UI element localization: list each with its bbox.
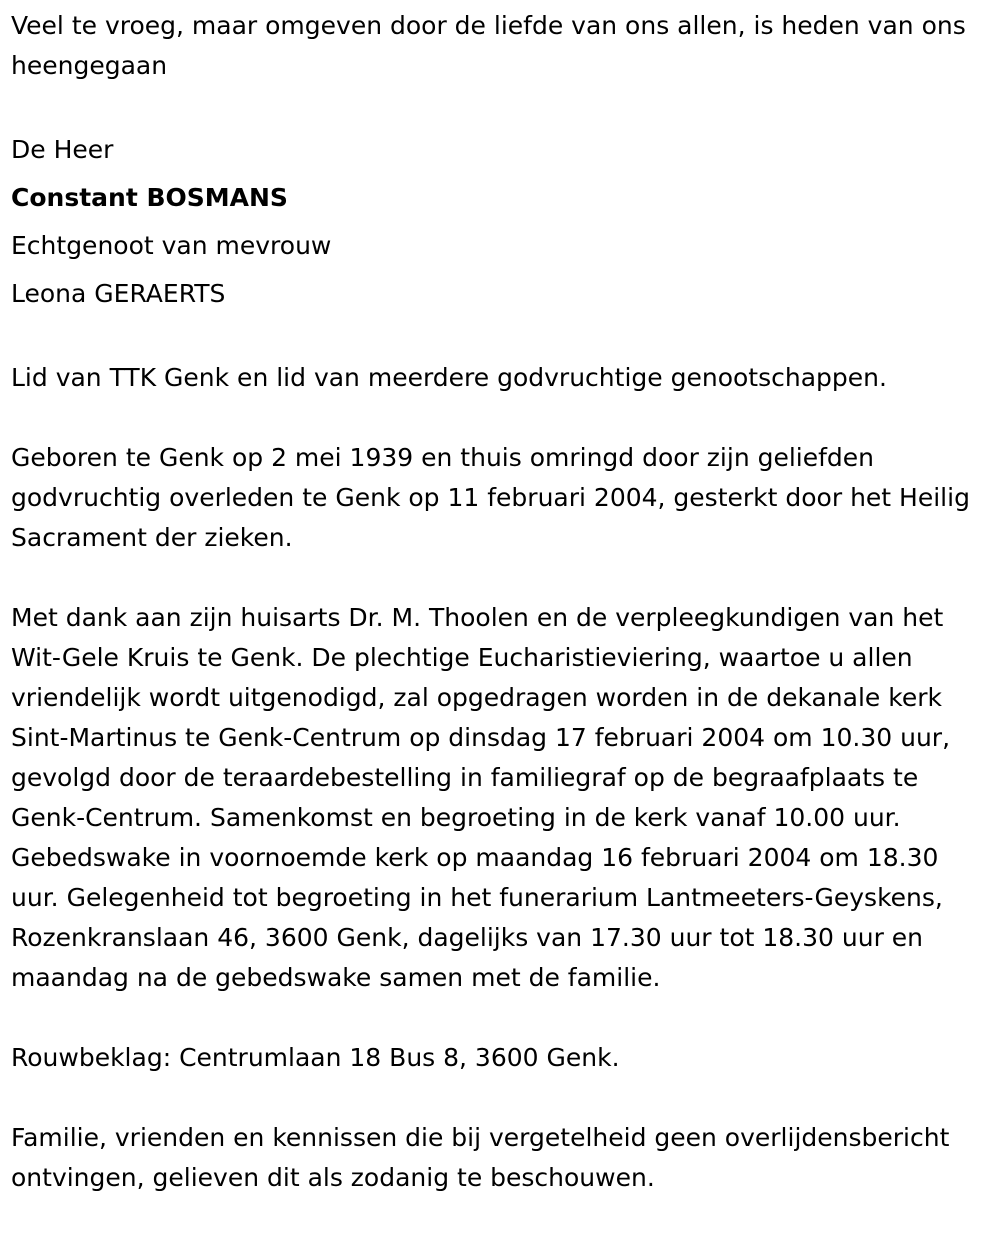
spacer: [11, 998, 986, 1038]
membership-text: Lid van TTK Genk en lid van meerdere godvruchtige genootschappen.: [11, 363, 887, 392]
spacer: [11, 318, 986, 358]
spouse-line-2: Leona GERAERTS: [11, 279, 226, 308]
closing-text: Familie, vrienden en kennissen die bij vergetelheid geen overlijdensbericht ontvingen, gelieven dit als zodanig te beschouwen.: [11, 1123, 950, 1192]
deceased-block: [11, 126, 986, 318]
spouse-line-1: Echtgenoot van mevrouw: [11, 231, 332, 260]
spacer: [11, 1078, 986, 1118]
honorific: De Heer: [11, 135, 114, 164]
condolences-address: Rouwbeklag: Centrumlaan 18 Bus 8, 3600 Genk.: [11, 1043, 620, 1072]
spacer: [11, 558, 986, 598]
spacer: [11, 398, 986, 438]
intro-text: Veel te vroeg, maar omgeven door de liefde van ons allen, is heden van ons heengegaan: [11, 11, 966, 80]
spacer: [11, 86, 986, 126]
deceased-name: Constant BOSMANS: [11, 183, 288, 212]
obituary-document: [11, 6, 986, 1198]
birth-death-text: Geboren te Genk op 2 mei 1939 en thuis omringd door zijn geliefden godvruchtig overleden te Genk op 11 februari 2004, gesterkt door het Heilig Sacrament der zieken.: [11, 443, 970, 552]
ceremony-text: Met dank aan zijn huisarts Dr. M. Thoolen en de verpleegkundigen van het Wit-Gele Kruis te Genk. De plechtige Eucharistieviering, waartoe u allen vriendelijk wordt uitgenodigd, zal opgedragen worden in de dekanale kerk Sint-Martinus te Genk-Centrum op dinsdag 17 februari 2004 om 10.30 uur, gevolgd door de teraardebestelling in familiegraf op de begraafplaats te Genk-Centrum. Samenkomst en begroeting in de kerk vanaf 10.00 uur. Gebedswake in voornoemde kerk op maandag 16 februari 2004 om 18.30 uur. Gelegenheid tot begroeting in het funerarium Lantmeeters-Geyskens, Rozenkranslaan 46, 3600 Genk, dagelijks van 17.30 uur tot 18.30 uur en maandag na de gebedswake samen met de familie.: [11, 603, 951, 992]
